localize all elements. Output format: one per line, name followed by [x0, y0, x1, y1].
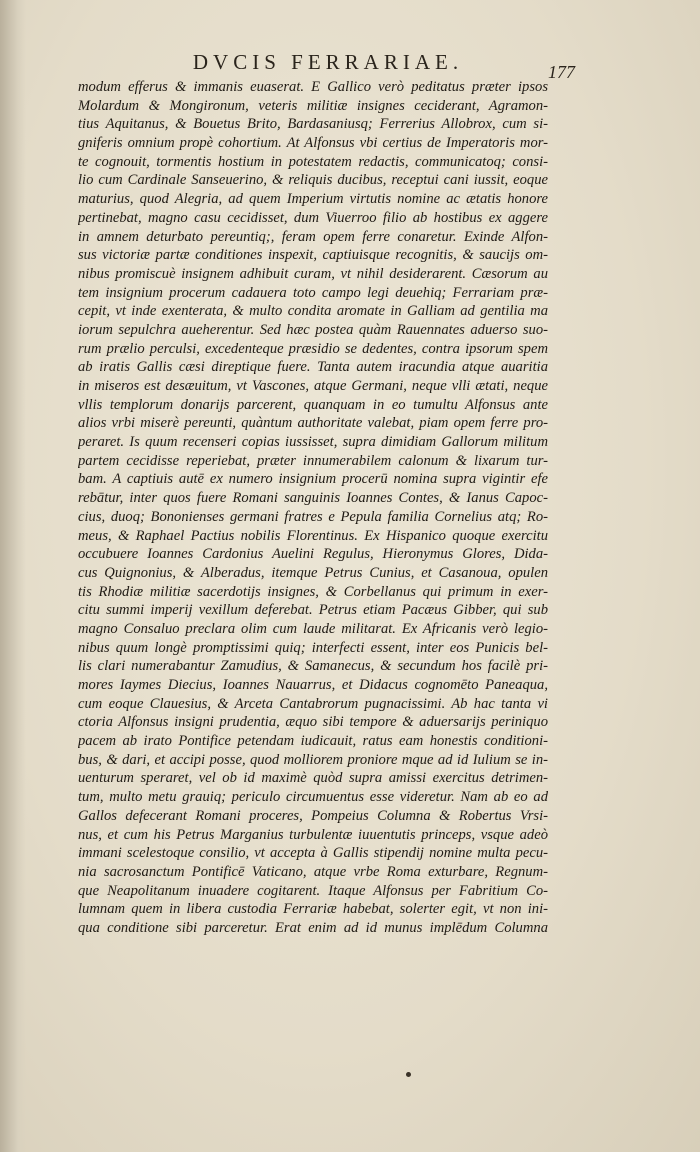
- text-line: qua conditione sibi parceretur. Erat enim ad id munus implēdum Columna: [78, 919, 548, 936]
- text-line: nia sacrosanctum Pontificē Vaticano, atque vrbe Roma exturbare, Regnum-: [78, 863, 548, 880]
- text-line: alios vrbi miserè pereunti, quàntum authoritate valebat, piam opem ferre pro-: [78, 415, 548, 432]
- text-line: uenturum speraret, vel ob id maximè quòd supra amissi exercitus detrimen-: [78, 770, 548, 787]
- text-line: ab iratis Gallis cæsi direptique fuere. Tanta autem iracundia atque auaritia: [78, 359, 548, 376]
- text-line: meus, & Raphael Pactius nobilis Florentinus. Ex Hispanico quoque exercitu: [78, 527, 548, 544]
- text-line: in amnem deturbato pereuntiq;, feram opem ferre conaretur. Exinde Alfon-: [78, 228, 548, 245]
- text-line: magno Consaluo preclara olim cum laude militarat. Ex Africanis verò legio-: [78, 620, 548, 637]
- text-line: Molardum & Mongironum, veteris militiæ insignes ceciderant, Agramon-: [78, 97, 548, 114]
- body-text: [78, 78, 548, 938]
- running-title: DVCIS FERRARIAE.: [192, 50, 464, 74]
- text-line: Gallos defecerant Romani proceres, Pompeius Columna & Robertus Vrsi-: [78, 807, 548, 824]
- text-line: nibus quum longè promptissimi quiq; interfecti essent, inter eos Punicis bel-: [78, 639, 548, 656]
- text-line: te cognouit, tormentis hostium in potestatem redactis, communicatoq; consi-: [78, 153, 548, 170]
- text-line: tis Rhodiæ militiæ sacerdotijs insignes, & Corbellanus qui primum in exer-: [78, 583, 548, 600]
- text-line: citu summi imperij vexillum deferebat. Petrus etiam Pacæus Gibber, qui sub: [78, 602, 548, 619]
- text-line: ctoria Alfonsus insigni prudentia, æquo sibi tempore & aduersarijs periniquo: [78, 714, 548, 731]
- text-line: rum prælio perculsi, excedenteque præsidio se dedentes, contra ipsorum spem: [78, 340, 548, 357]
- page-gutter: [0, 0, 26, 1152]
- running-head: [0, 50, 700, 80]
- text-line: nibus promiscuè insignem adhibuit curam, vt nihil desiderarent. Cæsorum au: [78, 265, 548, 282]
- text-line: bam. A captiuis autē ex numero insignium procerū nomina supra vigintir efe: [78, 471, 548, 488]
- text-line: cum eoque Clauesius, & Arceta Cantabrorum pugnacissimi. Ab hac tanta vi: [78, 695, 548, 712]
- text-line: gniferis omnium propè cohortium. At Alfonsus vbi certius de Imperatoris mor-: [78, 135, 548, 152]
- text-line: partem cecidisse reperiebat, præter innumerabilem calonum & lixarum tur-: [78, 452, 548, 469]
- text-line: vllis templorum donarijs parcerent, quanquam in eo tumultu Alfonsus ante: [78, 396, 548, 413]
- text-line: pertinebat, magno casu cecidisset, dum Viuerroo filio ab hostibus ex aggere: [78, 209, 548, 226]
- ink-dot: [406, 1072, 411, 1077]
- text-line: lis clari numerabantur Zamudius, & Samanecus, & secundum hos facilè pri-: [78, 658, 548, 675]
- text-line: nus, et cum his Petrus Marganius turbulentæ iuuentutis princeps, vsque adeò: [78, 826, 548, 843]
- text-line: cius, duoq; Bononienses germani fratres e Pepula familia Cornelius atq; Ro-: [78, 508, 548, 525]
- text-line: que Neapolitanum inuadere cogitarent. Itaque Alfonsus per Fabritium Co-: [78, 882, 548, 899]
- text-line: peraret. Is quum recenseri copias iussisset, supra dimidiam Gallorum militum: [78, 434, 548, 451]
- text-line: rebātur, inter quos fuere Romani sanguinis Ioannes Contes, & Ianus Capoc-: [78, 490, 548, 507]
- text-line: lio cum Cardinale Sanseuerino, & reliquis ducibus, receptui cani iussit, eoque: [78, 172, 548, 189]
- text-line: iorum sepulchra aueherentur. Sed hæc postea quàm Rauennates aduerso suo-: [78, 321, 548, 338]
- text-line: occubuere Ioannes Cardonius Auelini Regulus, Hieronymus Glores, Dida-: [78, 546, 548, 563]
- text-line: tius Aquitanus, & Bouetus Brito, Bardasaniusq; Ferrerius Allobrox, cum si-: [78, 116, 548, 133]
- text-line: sus victoriæ partæ conditiones inspexit, captiuisque recognitis, & saucijs om-: [78, 247, 548, 264]
- text-line: cus Quignonius, & Alberadus, itemque Petrus Cunius, et Casanoua, opulen: [78, 564, 548, 581]
- text-line: tem insignium procerum cadauera toto campo legi deuehiq; Ferrariam præ-: [78, 284, 548, 301]
- text-line: immani scelestoque consilio, vt accepta à Gallis stipendij nomine multa pecu-: [78, 845, 548, 862]
- text-line: in miseros est desæuitum, vt Vascones, atque Germani, neque vlli ætati, neque: [78, 378, 548, 394]
- text-line: lumnam quem in libera custodia Ferrariæ habebat, solerter egit, vt non ini-: [78, 901, 548, 918]
- text-line: cepit, vt inde exenterata, & multo condita aromate in Galliam ad gentilia ma: [78, 303, 548, 320]
- text-line: tum, multo metu grauiq; periculo circumuentus esse videretur. Nam ab eo ad: [78, 789, 548, 806]
- text-line: maturius, quod Alegria, ad quem Imperium virtutis nomine ac ætatis honore: [78, 191, 548, 208]
- text-line: modum efferus & immanis euaserat. E Gallico verò peditatus præter ipsos: [78, 79, 548, 95]
- page-number: 177: [548, 62, 575, 82]
- text-line: pacem ab irato Pontifice petendam iudicauit, ratus eam honestis conditioni-: [78, 733, 548, 750]
- text-line: bus, & dari, et accipi posse, quod molliorem proniore mque ad id Iulium se in-: [78, 751, 548, 768]
- text-line: mores Iaymes Diecius, Ioannes Nauarrus, et Didacus cognomēto Paneaqua,: [78, 677, 548, 693]
